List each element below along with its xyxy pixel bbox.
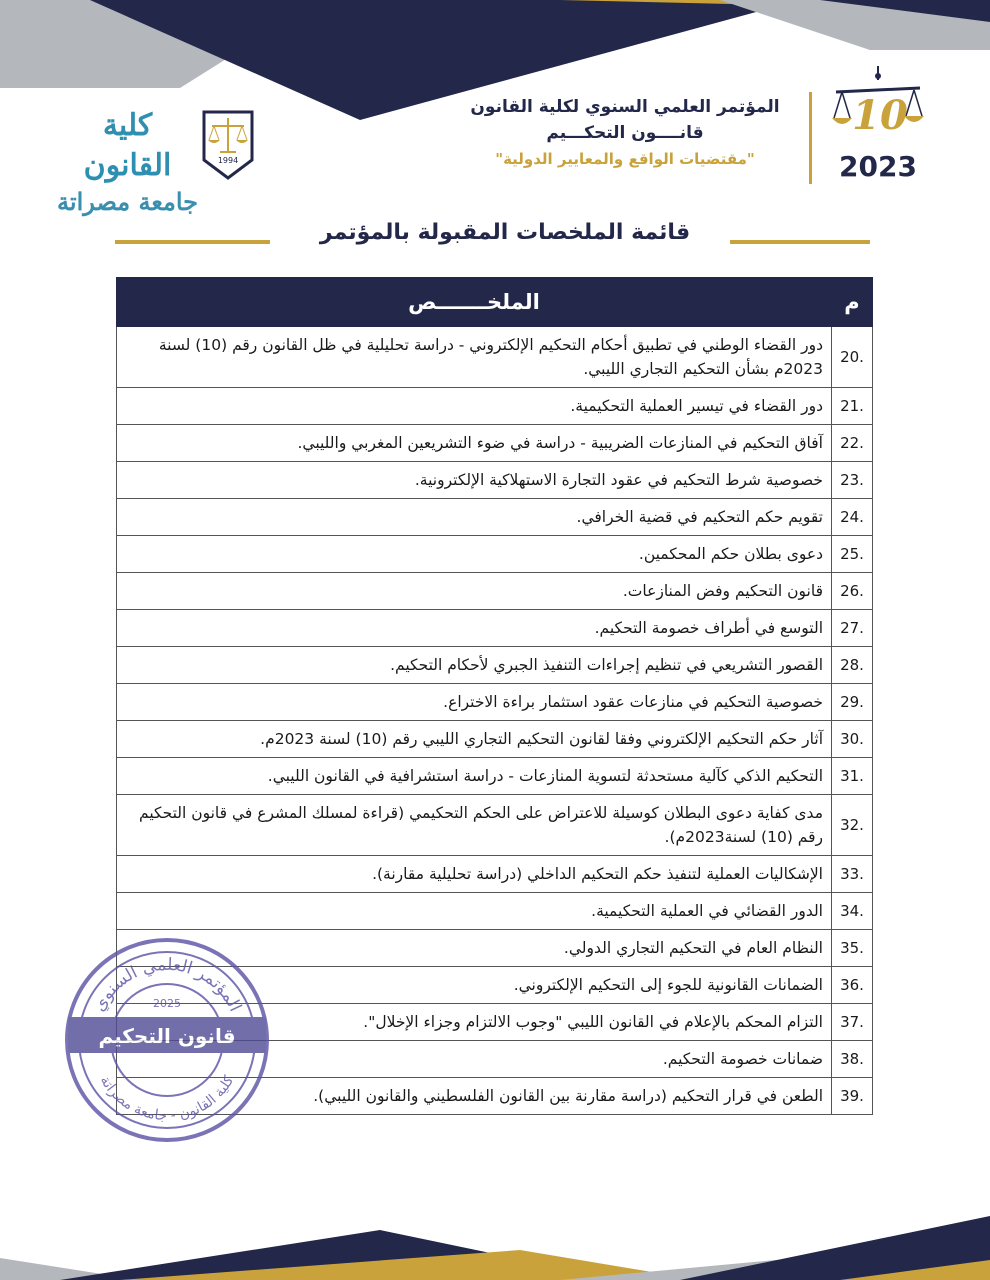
table-row: [117, 425, 873, 462]
faculty-name-line2: جامعة مصراتة: [57, 187, 198, 216]
row-abstract-title: آفاق التحكيم في المنازعات الضريبية - دراسة في ضوء التشريعين المغربي والليبي.: [117, 425, 832, 462]
row-abstract-title: ضمانات خصومة التحكيم.: [117, 1041, 832, 1078]
header-abstract: الملخـــــــص: [117, 278, 832, 327]
page-title: قائمة الملخصات المقبولة بالمؤتمر: [319, 220, 691, 245]
table-row: [117, 795, 873, 856]
logo-year: 2023: [839, 150, 917, 183]
table-row: [117, 499, 873, 536]
row-number: 35.: [832, 930, 873, 967]
table-row: [117, 684, 873, 721]
row-abstract-title: دعوى بطلان حكم المحكمين.: [117, 536, 832, 573]
title-rule-left: [115, 240, 270, 244]
table-row: [117, 462, 873, 499]
row-abstract-title: القصور التشريعي في تنظيم إجراءات التنفيذ الجبري لأحكام التحكيم.: [117, 647, 832, 684]
row-abstract-title: الطعن في قرار التحكيم (دراسة مقارنة بين القانون الفلسطيني والقانون الليبي).: [117, 1078, 832, 1115]
row-abstract-title: دور القضاء الوطني في تطبيق أحكام التحكيم الإلكتروني - دراسة تحليلية في ظل القانون رقم (10) لسنة 2023م بشأن التحكيم التجاري الليبي.: [117, 327, 832, 388]
row-abstract-title: قانون التحكيم وفض المنازعات.: [117, 573, 832, 610]
title-rule-right: [730, 240, 870, 244]
faculty-emblem: [200, 108, 256, 182]
row-abstract-title: خصوصية شرط التحكيم في عقود التجارة الاستهلاكية الإلكترونية.: [117, 462, 832, 499]
row-number: 34.: [832, 893, 873, 930]
stamp-band-text: قانون التحكيم: [98, 1024, 236, 1048]
table-row: [117, 721, 873, 758]
stamp-ring-bottom: كلية القانون - جامعة مصراتة: [96, 1073, 238, 1125]
row-number: 28.: [832, 647, 873, 684]
row-number: 21.: [832, 388, 873, 425]
table-row: [117, 856, 873, 893]
table-header-row: [117, 278, 873, 327]
table-row: [117, 388, 873, 425]
row-abstract-title: الإشكاليات العملية لتنفيذ حكم التحكيم الداخلي (دراسة تحليلية مقارنة).: [117, 856, 832, 893]
row-number: 31.: [832, 758, 873, 795]
stamp-year: 2025: [153, 997, 181, 1010]
table-row: [117, 610, 873, 647]
row-number: 30.: [832, 721, 873, 758]
row-number: 37.: [832, 1004, 873, 1041]
row-abstract-title: التحكيم الذكي كآلية مستحدثة لتسوية المنازعات - دراسة استشرافية في القانون الليبي.: [117, 758, 832, 795]
row-abstract-title: مدى كفاية دعوى البطلان كوسيلة للاعتراض على الحكم التحكيمي (قراءة لمسلك المشرع في قانون التحكيم رقم (10) لسنة2023م).: [117, 795, 832, 856]
svg-text:كلية القانون - جامعة مصراتة: [97, 1073, 238, 1124]
table-row: [117, 327, 873, 388]
row-abstract-title: التزام المحكم بالإعلام في القانون الليبي "وجوب الالتزام وجزاء الإخلال".: [117, 1004, 832, 1041]
row-abstract-title: الضمانات القانونية للجوء إلى التحكيم الإلكتروني.: [117, 967, 832, 1004]
faculty-name-line1: كلية القانون: [83, 108, 172, 183]
conference-topic: قانــــون التحكـــيم: [546, 123, 704, 143]
logo-number: 10: [852, 92, 908, 139]
row-number: 36.: [832, 967, 873, 1004]
table-row: [117, 536, 873, 573]
conference-name: المؤتمر العلمي السنوي لكلية القانون: [470, 97, 780, 117]
table-row: [117, 573, 873, 610]
row-number: 38.: [832, 1041, 873, 1078]
row-number: 27.: [832, 610, 873, 647]
conference-title-block: [460, 94, 790, 172]
row-abstract-title: تقويم حكم التحكيم في قضية الخرافي.: [117, 499, 832, 536]
row-number: 39.: [832, 1078, 873, 1115]
faculty-name: [55, 106, 200, 218]
table-row: [117, 647, 873, 684]
row-abstract-title: النظام العام في التحكيم التجاري الدولي.: [117, 930, 832, 967]
row-number: 23.: [832, 462, 873, 499]
row-number: 20.: [832, 327, 873, 388]
row-abstract-title: آثار حكم التحكيم الإلكتروني وفقا لقانون التحكيم التجاري الليبي رقم (10) لسنة 2023م.: [117, 721, 832, 758]
row-number: 29.: [832, 684, 873, 721]
bottom-decoration: [0, 1210, 990, 1280]
row-number: 25.: [832, 536, 873, 573]
row-abstract-title: الدور القضائي في العملية التحكيمية.: [117, 893, 832, 930]
row-abstract-title: دور القضاء في تيسير العملية التحكيمية.: [117, 388, 832, 425]
stamp-ring-top: المؤتمر العلمي السنوي: [89, 954, 246, 1015]
conference-logo: [828, 62, 928, 187]
table-row: [117, 893, 873, 930]
row-number: 33.: [832, 856, 873, 893]
row-number: 26.: [832, 573, 873, 610]
row-number: 24.: [832, 499, 873, 536]
row-abstract-title: خصوصية التحكيم في منازعات عقود استثمار براءة الاختراع.: [117, 684, 832, 721]
header-divider: [809, 92, 812, 184]
page-title-row: [115, 218, 870, 258]
header-number: م: [832, 278, 873, 327]
row-number: 22.: [832, 425, 873, 462]
conference-subtitle: "مقتضيات الواقع والمعايير الدولية": [495, 150, 755, 168]
row-abstract-title: التوسع في أطراف خصومة التحكيم.: [117, 610, 832, 647]
conference-stamp: [62, 935, 272, 1145]
emblem-year: 1994: [217, 156, 239, 165]
row-number: 32.: [832, 795, 873, 856]
table-row: [117, 758, 873, 795]
